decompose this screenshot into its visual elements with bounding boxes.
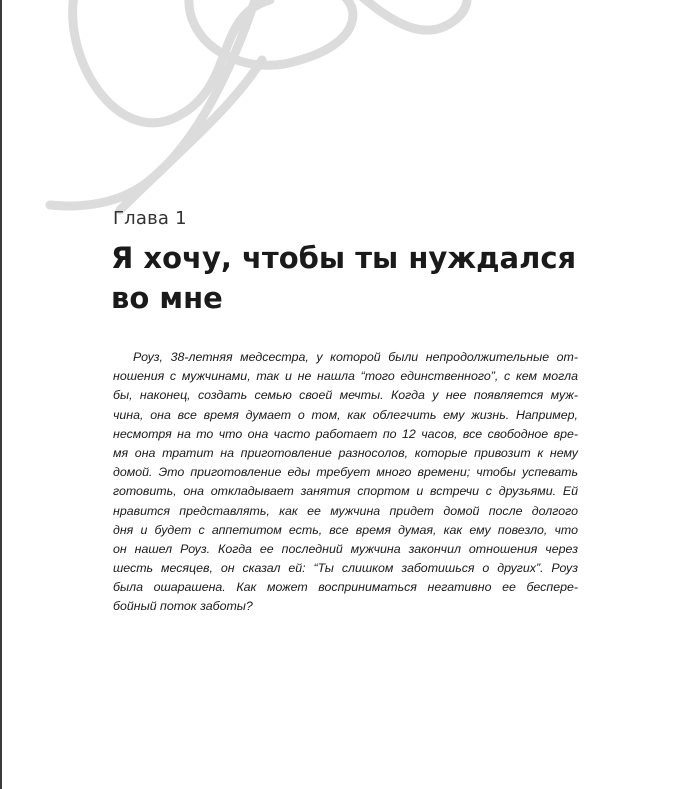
chapter-title-line: Я хочу, чтобы ты нуждался (111, 241, 577, 275)
paragraph-line: бойный поток заботы? (113, 599, 253, 614)
paragraph-line: мя она тратит на приготовление разносолов, которые привозит к нему (113, 445, 578, 460)
body-paragraph (113, 348, 578, 617)
chapter-label: Глава 1 (113, 208, 187, 229)
paragraph-line: Роуз, 38-летняя медсестра, у которой были непродолжительные от- (133, 350, 578, 364)
paragraph-line: домой. Это приготовление еды требует много времени; чтобы успевать (113, 465, 578, 480)
paragraph-line: дня и будет с аппетитом есть, все время думая, как ему повезло, что (113, 522, 578, 537)
paragraph-line: чина, она все время думает о том, как облегчить ему жизнь. Например, (113, 407, 578, 422)
paragraph-line: нравится представлять, как ее мужчина придет домой после долгого (113, 503, 578, 518)
paragraph-line: он нашел Роуз. Когда ее последний мужчина закончил отношения через (113, 541, 578, 556)
paragraph-line: шесть месяцев, он сказал ей: “Ты слишком заботишься о других”. Роуз (113, 561, 578, 576)
paragraph-line: готовить, она откладывает занятия спортом и встречи с друзьями. Ей (113, 484, 578, 499)
paragraph-line: бы, наконец, создать семью своей мечты. Когда у нее появляется муж- (113, 388, 578, 403)
paragraph-line: была ошарашена. Как может восприниматься негативно ее беспере- (113, 580, 578, 595)
paragraph-line: ношения с мужчинами, так и не нашла “того единственного”, с кем могла (113, 369, 578, 384)
paragraph-line: несмотря на то что она часто работает по 12 часов, все свободное вре- (113, 426, 578, 441)
chapter-title-line: во мне (111, 281, 223, 315)
chapter-title (111, 238, 591, 318)
decorative-swirl (0, 0, 684, 260)
